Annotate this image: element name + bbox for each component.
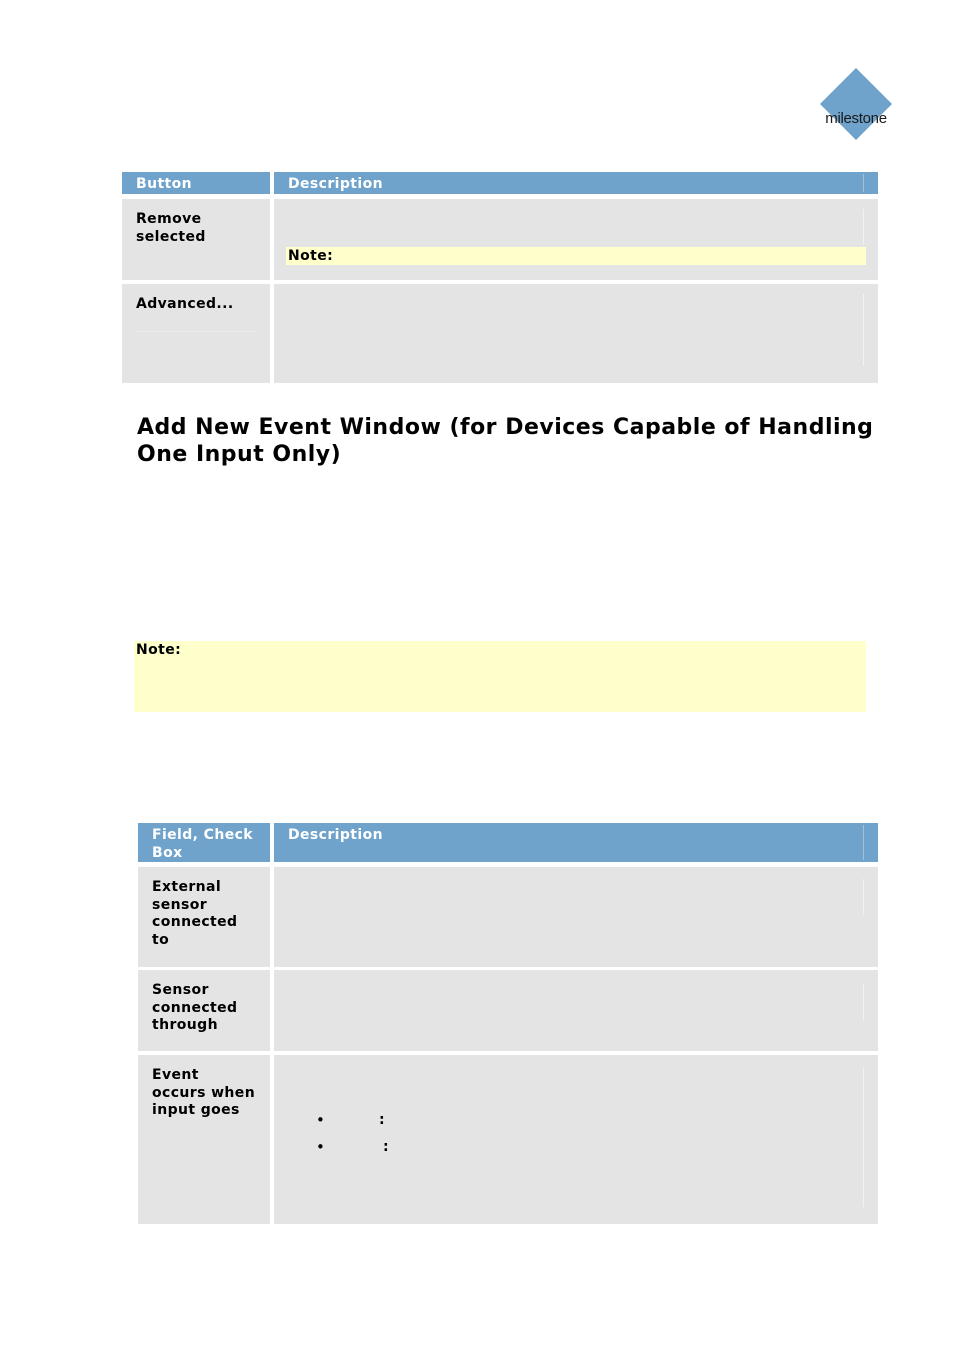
desc-remove-selected <box>274 199 878 280</box>
header-description <box>274 823 878 862</box>
cell-divider <box>863 294 864 366</box>
bullet-item: : <box>379 1112 385 1128</box>
header-description <box>274 172 878 194</box>
header-description-label: Description <box>288 176 383 192</box>
desc-sensor-through <box>274 970 878 1051</box>
cell-divider <box>863 984 864 1020</box>
section-note-label: Note: <box>136 642 182 658</box>
header-divider <box>863 825 864 860</box>
milestone-logo <box>812 66 900 142</box>
section-note <box>134 641 866 712</box>
desc-external-sensor <box>274 867 878 967</box>
header-description-label: Description <box>288 827 383 843</box>
term-advanced: Advanced... <box>122 284 270 383</box>
term-remove-selected: Remove selected <box>122 199 270 280</box>
faint-rule <box>136 331 256 332</box>
cell-divider <box>863 879 864 915</box>
term-external-sensor: External sensor connected to <box>138 867 270 967</box>
desc-event-occurs <box>274 1055 878 1224</box>
cell-divider <box>863 209 864 245</box>
header-button: Button <box>122 172 270 194</box>
logo-diamond-icon <box>812 66 900 142</box>
note-remove-selected: Note: <box>286 247 866 265</box>
header-field: Field, Check Box <box>138 823 270 862</box>
header-divider <box>863 174 864 192</box>
bullet-item: : <box>383 1139 389 1155</box>
logo-text: milestone <box>825 110 887 127</box>
section-heading: Add New Event Window (for Devices Capable of Handling One Input Only) <box>137 415 874 467</box>
bullet-dot-icon: • <box>316 1138 325 1156</box>
term-sensor-through: Sensor connected through <box>138 970 270 1051</box>
desc-advanced <box>274 284 878 383</box>
term-event-occurs: Event occurs when input goes <box>138 1055 270 1224</box>
bullet-dot-icon: • <box>316 1111 325 1129</box>
cell-divider <box>863 1067 864 1207</box>
